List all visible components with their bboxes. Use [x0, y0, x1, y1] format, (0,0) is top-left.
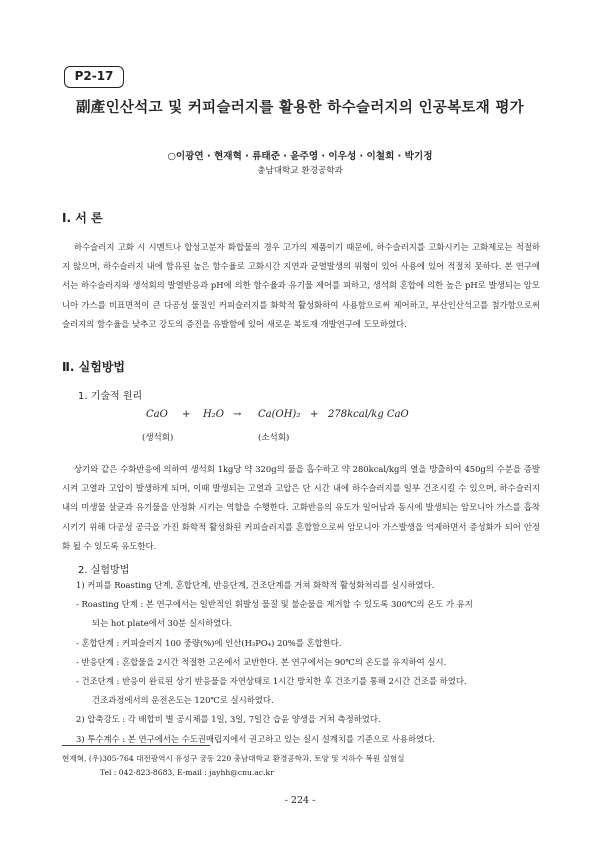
intro-heading: Ⅰ. 서 론: [62, 211, 103, 225]
eq-plus-1: +: [182, 409, 191, 420]
procedure-list: [76, 576, 546, 749]
session-badge: P2-17: [64, 66, 124, 88]
list-item: - Roasting 단계 : 본 연구에서는 일반적인 휘발성 물질 및 불순물을 제거할 수 있도록 300℃의 온도 가 유지: [76, 599, 473, 610]
list-item: 1) 커피를 Roasting 단계, 혼합단계, 반응단계, 건조단계를 거쳐 화학적 활성화처리를 실시하였다.: [76, 580, 435, 590]
footnote: [62, 752, 405, 780]
eq-plus-2: +: [310, 409, 319, 420]
intro-paragraph: 하수슬러지 고화 시 시멘트나 합성고분자 화합물의 경우 고가의 제품이기 때문에, 하수슬러지를 고화시키는 고화제로는 적절하지 않으며, 하수슬러지 내에 함유된 높은 함수율로 고화시간 지연과 균열발생의 위험이 있어 사용에 있어 적절치 못하다. 본 연구에서는 하수슬러지와 생석회의 발열반응과 pH에 의한 함수율과 유기물 제어를 피하고, 생석회 혼합에 의한 높은 pH로 발생되는 암모니아 가스를 비표면적이 큰 다공성 물질인 커피슬러지를 화학적 활성화하여 사용함으로써 제어하고, 부산인산석고를 첨가함으로써 슬러지의 함수율을 낮추고 강도의 증진을 유발함에 있어 새로운 복토재 개발연구에 도모하였다.: [62, 242, 540, 329]
author-list: ○이광연 · 현재혁 · 류태준 · 윤주영 · 이우성 · 이철희 · 박기정: [167, 151, 433, 162]
paper-title: 副產인산석고 및 커피슬러지를 활용한 하수슬러지의 인공복토재 평가: [76, 100, 524, 116]
list-item: 되는 hot plate에서 30분 실시하였다.: [92, 618, 233, 629]
affiliation: 충남대학교 환경공학과: [257, 166, 343, 176]
eq-h2o: H₂O: [203, 409, 224, 420]
principle-paragraph: 상기와 같은 수화반응에 의하여 생석회 1kg당 약 320g의 물을 흡수하고 약 280kcal/kg의 열을 방출하여 450g의 수분을 증발시켜 고열과 고압이 발생하게 되며, 이때 발생되는 고열과 고압은 단 시간 내에 하수슬러지를 일부 건조시킬 수 있으며, 하수슬러지 내의 미생물 살균과 유기물을 안정화 시키는 역할을 수행한다. 고화반응의 유도가 일어남과 동시에 발생되는 암모니아 가스를 흡착시키기 위해 다공성 공극을 가진 화학적 활성화된 커피슬러지를 혼합함으로써 암모니아 가스발생을 억제하면서 증성화가 되어 안정화 될 수 있도록 유도한다.: [62, 464, 540, 551]
eq-label-quicklime: (생석회): [142, 433, 174, 443]
eq-heat: 278kcal/kg CaO: [328, 409, 409, 420]
eq-cao: CaO: [146, 409, 168, 420]
list-item: 건조과정에서의 운전온도는 120℃로 실시하였다.: [92, 695, 274, 706]
list-item: - 반응단계 : 혼합물을 2시간 적절한 고온에서 교반한다. 본 연구에서는 90℃의 온도를 유지하여 실시.: [76, 656, 447, 667]
footnote-address: 현재혁, (우)305-764 대전광역시 유성구 궁동 220 충남대학교 환경공학과, 토양 및 지하수 복원 실험실: [62, 754, 405, 763]
page-number: - 224 -: [284, 795, 316, 806]
footnote-contact: Tel : 042-823-8683, E-mail : jayhh@cnu.ac.kr: [100, 768, 274, 777]
procedure-heading: 2. 실험방법: [78, 565, 130, 576]
list-item: 3) 투수계수 : 본 연구에서는 수도권매립지에서 권고하고 있는 실시 설계치를 기준으로 사용하였다.: [76, 733, 435, 744]
methods-heading: Ⅱ. 실험방법: [62, 360, 126, 374]
eq-label-slakedlime: (소석회): [258, 433, 290, 443]
eq-arrow: →: [233, 409, 242, 420]
principle-heading: 1. 기술적 원리: [78, 391, 143, 402]
footnote-divider: [62, 745, 210, 746]
list-item: 2) 압축강도 : 각 배합비 별 공시체를 1일, 3일, 7일간 습윤 양생을 거쳐 측정하였다.: [76, 714, 381, 725]
list-item: - 건조단계 : 반응이 완료된 상기 반응물을 자연상태로 1시간 방치한 후 건조기를 통해 2시간 건조를 하였다.: [76, 676, 467, 687]
list-item: - 혼합단계 : 커피슬러지 100 중량(%)에 인산(H₃PO₄) 20%를 혼합한다.: [76, 637, 342, 648]
eq-caoh2: Ca(OH)₂: [258, 409, 301, 420]
